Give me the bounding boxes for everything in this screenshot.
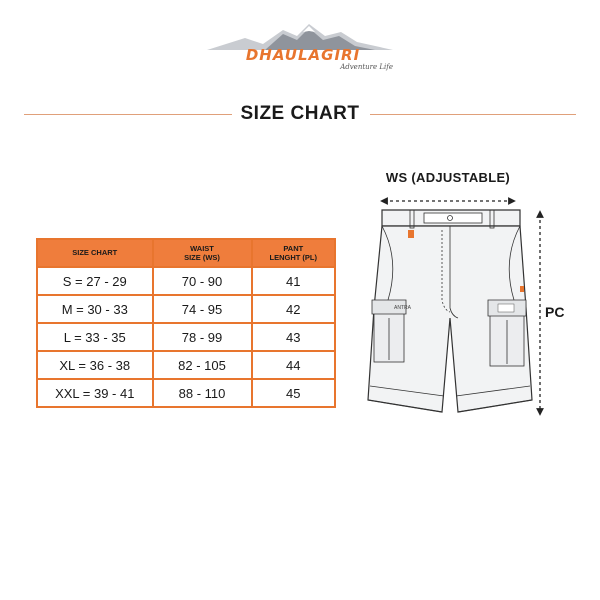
header-length xyxy=(252,239,335,267)
cargo-shorts-drawing xyxy=(360,190,560,422)
table-header-row xyxy=(37,239,335,267)
size-cell: M = 30 - 33 xyxy=(37,295,153,323)
length-cell: 44 xyxy=(252,351,335,379)
length-cell: 41 xyxy=(252,267,335,295)
waist-cell: 88 - 110 xyxy=(153,379,252,407)
pocket-label: ANTRA xyxy=(394,305,411,311)
size-cell: XXL = 39 - 41 xyxy=(37,379,153,407)
size-cell: S = 27 - 29 xyxy=(37,267,153,295)
brand-logo xyxy=(205,22,395,72)
table-row xyxy=(37,323,335,351)
waist-cell: 78 - 99 xyxy=(153,323,252,351)
waist-measure-label: WS (ADJUSTABLE) xyxy=(385,170,511,185)
table-row xyxy=(37,295,335,323)
orange-tab xyxy=(520,286,524,292)
header-size: SIZE CHART xyxy=(37,239,153,267)
title-rule-left xyxy=(24,114,232,115)
table-row xyxy=(37,379,335,407)
waist-cell: 82 - 105 xyxy=(153,351,252,379)
title-rule-right xyxy=(370,114,576,115)
length-cell: 42 xyxy=(252,295,335,323)
brand-tagline: Adventure Life xyxy=(340,63,393,71)
waist-cell: 74 - 95 xyxy=(153,295,252,323)
header-waist xyxy=(153,239,252,267)
page-title: SIZE CHART xyxy=(240,103,360,124)
header-waist-line1: WAIST xyxy=(190,243,214,253)
header-length-line1: PANT xyxy=(283,243,304,253)
size-cell: XL = 36 - 38 xyxy=(37,351,153,379)
logo-patch xyxy=(498,304,514,312)
table-row xyxy=(37,267,335,295)
table-row xyxy=(37,351,335,379)
length-measure-label: PC xyxy=(545,304,565,320)
brand-name: DHAULAGIRI xyxy=(245,46,361,64)
waist-cell: 70 - 90 xyxy=(153,267,252,295)
length-cell: 43 xyxy=(252,323,335,351)
header-length-line2: LENGHT (PL) xyxy=(269,253,318,262)
size-table xyxy=(36,238,336,408)
header-waist-line2: SIZE (WS) xyxy=(184,253,220,262)
size-cell: L = 33 - 35 xyxy=(37,323,153,351)
length-cell: 45 xyxy=(252,379,335,407)
orange-tab xyxy=(408,230,414,238)
